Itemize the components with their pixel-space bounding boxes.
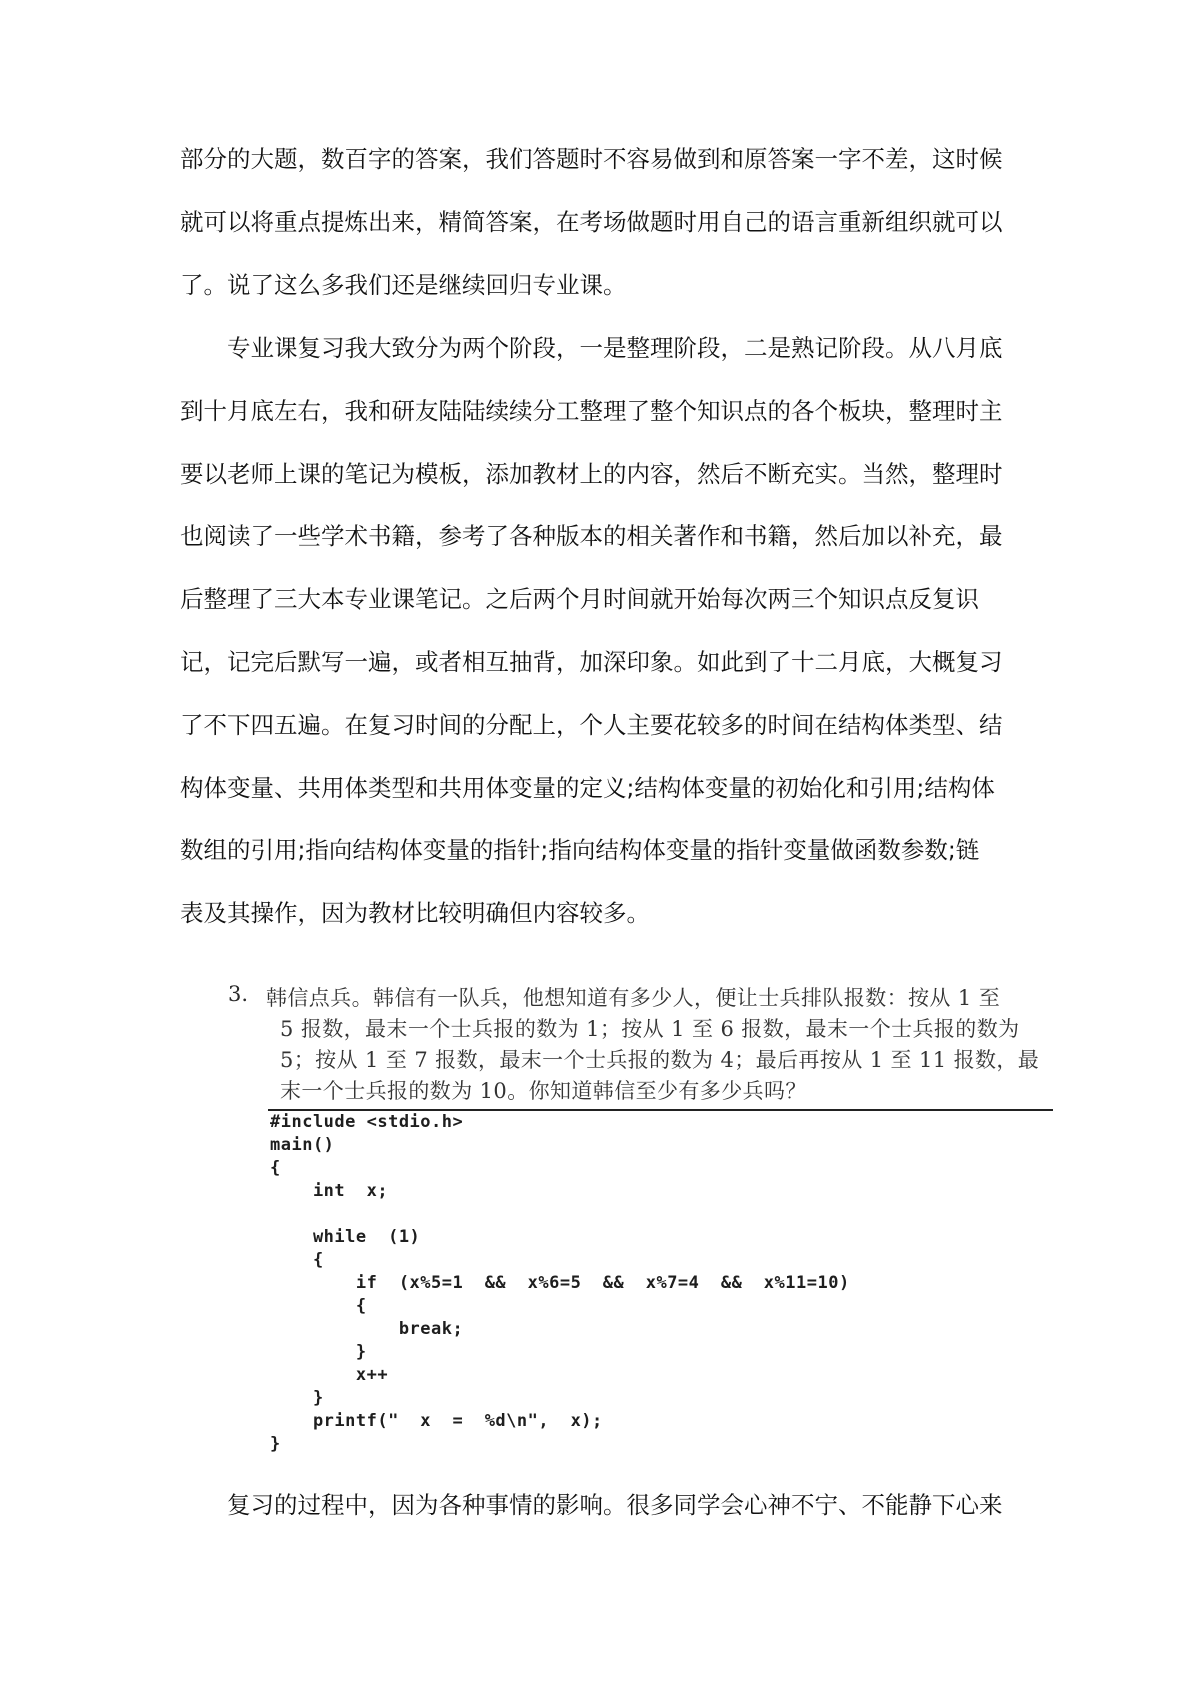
text-line: 表及其操作，因为教材比较明确但内容较多。 [180, 899, 650, 928]
code-line: { [270, 1158, 281, 1178]
text-line: 要以老师上课的笔记为模板，添加教材上的内容，然后不断充实。当然，整理时 [180, 459, 1003, 488]
code-line: { [270, 1296, 367, 1316]
code-line: x++ [270, 1365, 389, 1385]
paragraph-3 [180, 1474, 1020, 1537]
code-line: main() [270, 1135, 335, 1155]
text-line: 记，记完后默写一遍，或者相互抽背，加深印象。如此到了十二月底，大概复习 [180, 647, 1003, 676]
text-line: 部分的大题，数百字的答案，我们答题时不容易做到和原答案一字不差，这时候 [180, 145, 1003, 173]
text-line: 就可以将重点提炼出来，精简答案，在考场做题时用自己的语言重新组织就可以 [180, 207, 1003, 236]
code-line: #include <stdio.h> [270, 1112, 464, 1132]
question-text-line: 韩信点兵。韩信有一队兵，他想知道有多少人，便让士兵排队报数：按从 1 至 [266, 986, 1001, 1010]
text-line: 构体变量、共用体类型和共用体变量的定义;结构体变量的初始化和引用;结构体 [180, 773, 995, 802]
code-line: } [270, 1388, 324, 1408]
text-line: 专业课复习我大致分为两个阶段，一是整理阶段，二是熟记阶段。从八月底 [227, 334, 1003, 362]
code-line: } [270, 1434, 281, 1454]
code-line: while (1) [270, 1227, 421, 1247]
text-line: 数组的引用;指向结构体变量的指针;指向结构体变量的指针变量做函数参数;链 [180, 836, 980, 865]
question-text-line: 5；按从 1 至 7 报数，最末一个士兵报的数为 4；最后再按从 1 至 11 报数，最 [280, 1048, 1040, 1072]
paragraph-1 [180, 128, 1020, 316]
code-line: int x; [270, 1181, 389, 1201]
text-line: 了不下四五遍。在复习时间的分配上，个人主要花较多的时间在结构体类型、结 [180, 710, 1003, 739]
text-line: 后整理了三大本专业课笔记。之后两个月时间就开始每次两三个知识点反复识 [180, 585, 979, 614]
question-number: 3. [228, 982, 249, 1006]
scanned-textbook-excerpt [228, 982, 1058, 1454]
divider-rule [268, 1109, 1053, 1111]
code-line: if (x%5=1 && x%6=5 && x%7=4 && x%11=10) [270, 1273, 850, 1293]
code-line: { [270, 1250, 324, 1270]
code-line: break; [270, 1319, 464, 1339]
question-text-line: 5 报数，最末一个士兵报的数为 1；按从 1 至 6 报数，最末一个士兵报的数为 [280, 1017, 1020, 1041]
text-line: 也阅读了一些学术书籍，参考了各种版本的相关著作和书籍，然后加以补充，最 [180, 522, 1003, 551]
question-text-line: 末一个士兵报的数为 10。你知道韩信至少有多少兵吗？ [280, 1079, 807, 1103]
text-line: 到十月底左右，我和研友陆陆续续分工整理了整个知识点的各个板块，整理时主 [180, 396, 1003, 425]
text-line: 复习的过程中，因为各种事情的影响。很多同学会心神不宁、不能静下心来 [227, 1491, 1003, 1519]
code-line: printf(" x = %d\n", x); [270, 1411, 603, 1431]
text-line: 了。说了这么多我们还是继续回归专业课。 [180, 270, 627, 299]
code-line: } [270, 1342, 367, 1362]
paragraph-2 [180, 317, 1020, 945]
